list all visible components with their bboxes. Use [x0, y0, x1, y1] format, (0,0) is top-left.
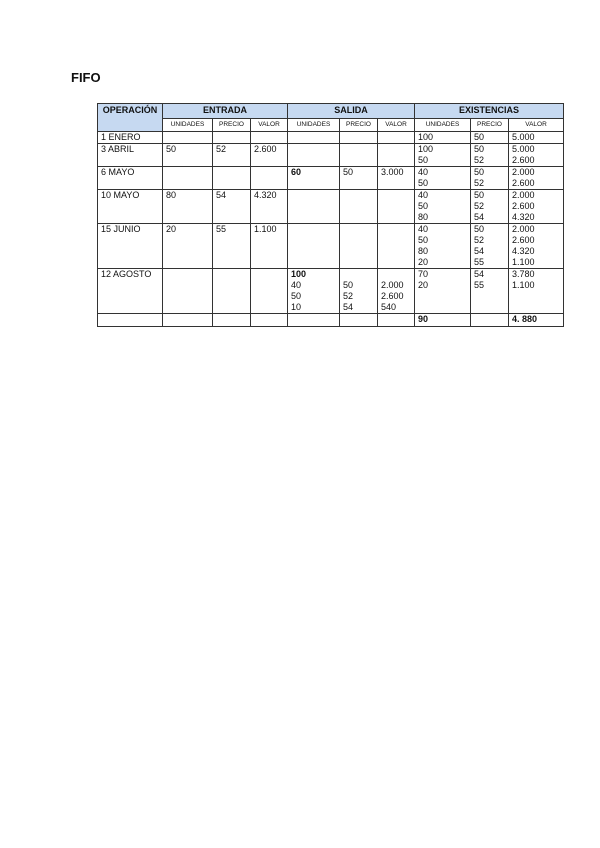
totals-row: [98, 314, 564, 327]
cell-entrada-precio: [213, 291, 251, 302]
cell-salida-precio: [340, 246, 378, 257]
cell-entrada-precio: [213, 167, 251, 179]
cell-entrada-unidades: [163, 280, 213, 291]
cell-existencias-unidades: 20: [415, 257, 471, 269]
cell-operacion: [98, 235, 163, 246]
cell-operacion: [98, 178, 163, 190]
cell-salida-valor: [378, 246, 415, 257]
cell-operacion: [98, 302, 163, 314]
cell-salida-precio: [340, 235, 378, 246]
cell-salida-unidades: 10: [288, 302, 340, 314]
cell-entrada-unidades: [163, 314, 213, 327]
table-row: [98, 167, 564, 179]
cell-salida-unidades: [288, 132, 340, 144]
cell-entrada-unidades: [163, 155, 213, 167]
cell-existencias-valor: 2.600: [509, 155, 564, 167]
cell-existencias-unidades: 50: [415, 178, 471, 190]
table-row: [98, 224, 564, 236]
cell-salida-valor: [378, 201, 415, 212]
cell-salida-valor: [378, 190, 415, 202]
cell-existencias-precio: [471, 291, 509, 302]
header-entrada-valor: VALOR: [251, 119, 288, 132]
header-existencias-precio: PRECIO: [471, 119, 509, 132]
cell-operacion: 6 MAYO: [98, 167, 163, 179]
cell-salida-unidades: [288, 201, 340, 212]
cell-existencias-unidades: 100: [415, 144, 471, 156]
header-entrada-unidades: UNIDADES: [163, 119, 213, 132]
table-row: [98, 302, 564, 314]
cell-salida-valor: 3.000: [378, 167, 415, 179]
cell-salida-unidades: 40: [288, 280, 340, 291]
cell-salida-valor: [378, 269, 415, 281]
cell-existencias-unidades: 20: [415, 280, 471, 291]
cell-entrada-precio: [213, 257, 251, 269]
cell-existencias-unidades: 100: [415, 132, 471, 144]
cell-existencias-unidades: 80: [415, 212, 471, 224]
header-entrada: ENTRADA: [163, 104, 288, 119]
cell-existencias-precio: 50: [471, 224, 509, 236]
cell-entrada-unidades: [163, 291, 213, 302]
table-row: [98, 212, 564, 224]
cell-entrada-precio: 52: [213, 144, 251, 156]
cell-existencias-valor: 3.780: [509, 269, 564, 281]
cell-salida-valor: 2.000: [378, 280, 415, 291]
total-existencias-unidades: 90: [415, 314, 471, 327]
table-row: [98, 201, 564, 212]
cell-salida-valor: [378, 224, 415, 236]
cell-entrada-precio: [213, 132, 251, 144]
cell-existencias-unidades: 70: [415, 269, 471, 281]
cell-existencias-valor: 2.600: [509, 178, 564, 190]
cell-existencias-precio: 52: [471, 235, 509, 246]
cell-entrada-precio: [213, 155, 251, 167]
cell-entrada-valor: [251, 235, 288, 246]
cell-salida-precio: [340, 212, 378, 224]
cell-entrada-unidades: [163, 235, 213, 246]
cell-existencias-unidades: [415, 291, 471, 302]
cell-entrada-valor: [251, 280, 288, 291]
total-existencias-valor: 4. 880: [509, 314, 564, 327]
header-salida-valor: VALOR: [378, 119, 415, 132]
cell-salida-unidades: [288, 212, 340, 224]
cell-existencias-unidades: 40: [415, 190, 471, 202]
cell-entrada-valor: [251, 314, 288, 327]
cell-existencias-valor: 2.000: [509, 224, 564, 236]
cell-entrada-unidades: [163, 246, 213, 257]
cell-existencias-valor: 2.000: [509, 167, 564, 179]
cell-existencias-valor: 5.000: [509, 132, 564, 144]
cell-salida-precio: [340, 144, 378, 156]
header-existencias-valor: VALOR: [509, 119, 564, 132]
cell-existencias-precio: 54: [471, 269, 509, 281]
cell-existencias-unidades: 40: [415, 224, 471, 236]
cell-salida-unidades: [288, 314, 340, 327]
cell-operacion: [98, 280, 163, 291]
cell-entrada-unidades: [163, 167, 213, 179]
cell-salida-valor: [378, 144, 415, 156]
cell-existencias-valor: 4.320: [509, 246, 564, 257]
cell-existencias-precio: 50: [471, 167, 509, 179]
cell-entrada-precio: [213, 269, 251, 281]
cell-existencias-precio: 50: [471, 144, 509, 156]
cell-salida-valor: 540: [378, 302, 415, 314]
cell-entrada-precio: [213, 280, 251, 291]
header-existencias-unidades: UNIDADES: [415, 119, 471, 132]
cell-salida-valor: 2.600: [378, 291, 415, 302]
cell-operacion: [98, 257, 163, 269]
cell-operacion: 3 ABRIL: [98, 144, 163, 156]
cell-entrada-valor: [251, 201, 288, 212]
cell-existencias-valor: 1.100: [509, 257, 564, 269]
table-row: [98, 178, 564, 190]
table-row: [98, 132, 564, 144]
table-row: [98, 190, 564, 202]
cell-salida-precio: 50: [340, 167, 378, 179]
cell-entrada-precio: [213, 235, 251, 246]
cell-existencias-valor: 5.000: [509, 144, 564, 156]
cell-entrada-precio: [213, 302, 251, 314]
cell-entrada-precio: [213, 212, 251, 224]
cell-existencias-precio: 52: [471, 201, 509, 212]
cell-salida-precio: [340, 314, 378, 327]
cell-salida-unidades: [288, 144, 340, 156]
cell-operacion: [98, 314, 163, 327]
cell-existencias-unidades: 50: [415, 235, 471, 246]
cell-salida-unidades: [288, 246, 340, 257]
cell-salida-unidades: [288, 224, 340, 236]
table-row: [98, 144, 564, 156]
cell-existencias-precio: 52: [471, 178, 509, 190]
cell-existencias-valor: 2.600: [509, 235, 564, 246]
cell-entrada-unidades: [163, 269, 213, 281]
cell-salida-precio: [340, 224, 378, 236]
header-operacion: OPERACIÓN: [98, 104, 163, 132]
cell-salida-unidades: [288, 155, 340, 167]
table-row: [98, 280, 564, 291]
cell-salida-unidades: [288, 257, 340, 269]
header-row-columns: [98, 119, 564, 132]
header-salida-unidades: UNIDADES: [288, 119, 340, 132]
cell-existencias-valor: 4.320: [509, 212, 564, 224]
cell-entrada-unidades: [163, 302, 213, 314]
header-row-groups: [98, 104, 564, 119]
table-row: [98, 269, 564, 281]
cell-salida-precio: [340, 190, 378, 202]
page-title: FIFO: [71, 70, 101, 85]
cell-salida-unidades: 60: [288, 167, 340, 179]
cell-salida-precio: [340, 155, 378, 167]
fifo-table: [97, 103, 564, 327]
cell-entrada-valor: [251, 212, 288, 224]
header-salida-precio: PRECIO: [340, 119, 378, 132]
cell-salida-valor: [378, 235, 415, 246]
cell-entrada-unidades: [163, 178, 213, 190]
cell-operacion: [98, 201, 163, 212]
cell-entrada-unidades: [163, 201, 213, 212]
header-existencias: EXISTENCIAS: [415, 104, 564, 119]
cell-entrada-valor: [251, 302, 288, 314]
cell-entrada-valor: 1.100: [251, 224, 288, 236]
cell-existencias-valor: 1.100: [509, 280, 564, 291]
cell-entrada-valor: 2.600: [251, 144, 288, 156]
cell-entrada-precio: [213, 314, 251, 327]
cell-entrada-precio: [213, 178, 251, 190]
cell-salida-precio: 54: [340, 302, 378, 314]
cell-operacion: [98, 246, 163, 257]
cell-entrada-valor: [251, 269, 288, 281]
cell-entrada-valor: [251, 178, 288, 190]
cell-existencias-precio: 54: [471, 246, 509, 257]
cell-salida-precio: 50: [340, 280, 378, 291]
cell-salida-unidades: 100: [288, 269, 340, 281]
cell-existencias-precio: 55: [471, 257, 509, 269]
cell-entrada-unidades: [163, 257, 213, 269]
cell-salida-unidades: 50: [288, 291, 340, 302]
cell-existencias-unidades: 40: [415, 167, 471, 179]
cell-existencias-valor: [509, 291, 564, 302]
cell-existencias-precio: 52: [471, 155, 509, 167]
cell-entrada-unidades: 80: [163, 190, 213, 202]
cell-existencias-unidades: 50: [415, 201, 471, 212]
cell-salida-valor: [378, 155, 415, 167]
cell-entrada-unidades: [163, 132, 213, 144]
cell-operacion: 15 JUNIO: [98, 224, 163, 236]
cell-operacion: [98, 212, 163, 224]
cell-entrada-valor: [251, 132, 288, 144]
table-row: [98, 246, 564, 257]
cell-existencias-precio: 54: [471, 212, 509, 224]
cell-salida-unidades: [288, 178, 340, 190]
cell-salida-valor: [378, 314, 415, 327]
cell-entrada-unidades: 20: [163, 224, 213, 236]
cell-operacion: [98, 291, 163, 302]
cell-salida-precio: [340, 269, 378, 281]
cell-existencias-valor: 2.600: [509, 201, 564, 212]
table-row: [98, 155, 564, 167]
cell-salida-precio: [340, 201, 378, 212]
cell-existencias-unidades: 80: [415, 246, 471, 257]
cell-salida-valor: [378, 132, 415, 144]
cell-salida-precio: [340, 178, 378, 190]
cell-salida-unidades: [288, 190, 340, 202]
cell-existencias-precio: 50: [471, 190, 509, 202]
cell-operacion: 12 AGOSTO: [98, 269, 163, 281]
header-entrada-precio: PRECIO: [213, 119, 251, 132]
cell-salida-precio: 52: [340, 291, 378, 302]
cell-operacion: 10 MAYO: [98, 190, 163, 202]
table-row: [98, 291, 564, 302]
table-row: [98, 257, 564, 269]
cell-salida-precio: [340, 257, 378, 269]
cell-salida-valor: [378, 178, 415, 190]
cell-entrada-precio: 55: [213, 224, 251, 236]
cell-entrada-unidades: 50: [163, 144, 213, 156]
cell-existencias-unidades: [415, 302, 471, 314]
cell-entrada-valor: [251, 155, 288, 167]
cell-operacion: [98, 155, 163, 167]
cell-salida-valor: [378, 212, 415, 224]
cell-salida-unidades: [288, 235, 340, 246]
cell-existencias-precio: [471, 314, 509, 327]
cell-existencias-precio: 55: [471, 280, 509, 291]
cell-salida-precio: [340, 132, 378, 144]
cell-entrada-precio: [213, 246, 251, 257]
cell-entrada-valor: [251, 257, 288, 269]
cell-entrada-precio: 54: [213, 190, 251, 202]
cell-entrada-valor: [251, 291, 288, 302]
cell-entrada-valor: 4.320: [251, 190, 288, 202]
header-salida: SALIDA: [288, 104, 415, 119]
cell-existencias-valor: 2.000: [509, 190, 564, 202]
cell-operacion: 1 ENERO: [98, 132, 163, 144]
cell-existencias-precio: [471, 302, 509, 314]
cell-entrada-valor: [251, 167, 288, 179]
cell-existencias-valor: [509, 302, 564, 314]
table-row: [98, 235, 564, 246]
cell-salida-valor: [378, 257, 415, 269]
cell-existencias-unidades: 50: [415, 155, 471, 167]
cell-entrada-valor: [251, 246, 288, 257]
cell-entrada-unidades: [163, 212, 213, 224]
cell-entrada-precio: [213, 201, 251, 212]
cell-existencias-precio: 50: [471, 132, 509, 144]
